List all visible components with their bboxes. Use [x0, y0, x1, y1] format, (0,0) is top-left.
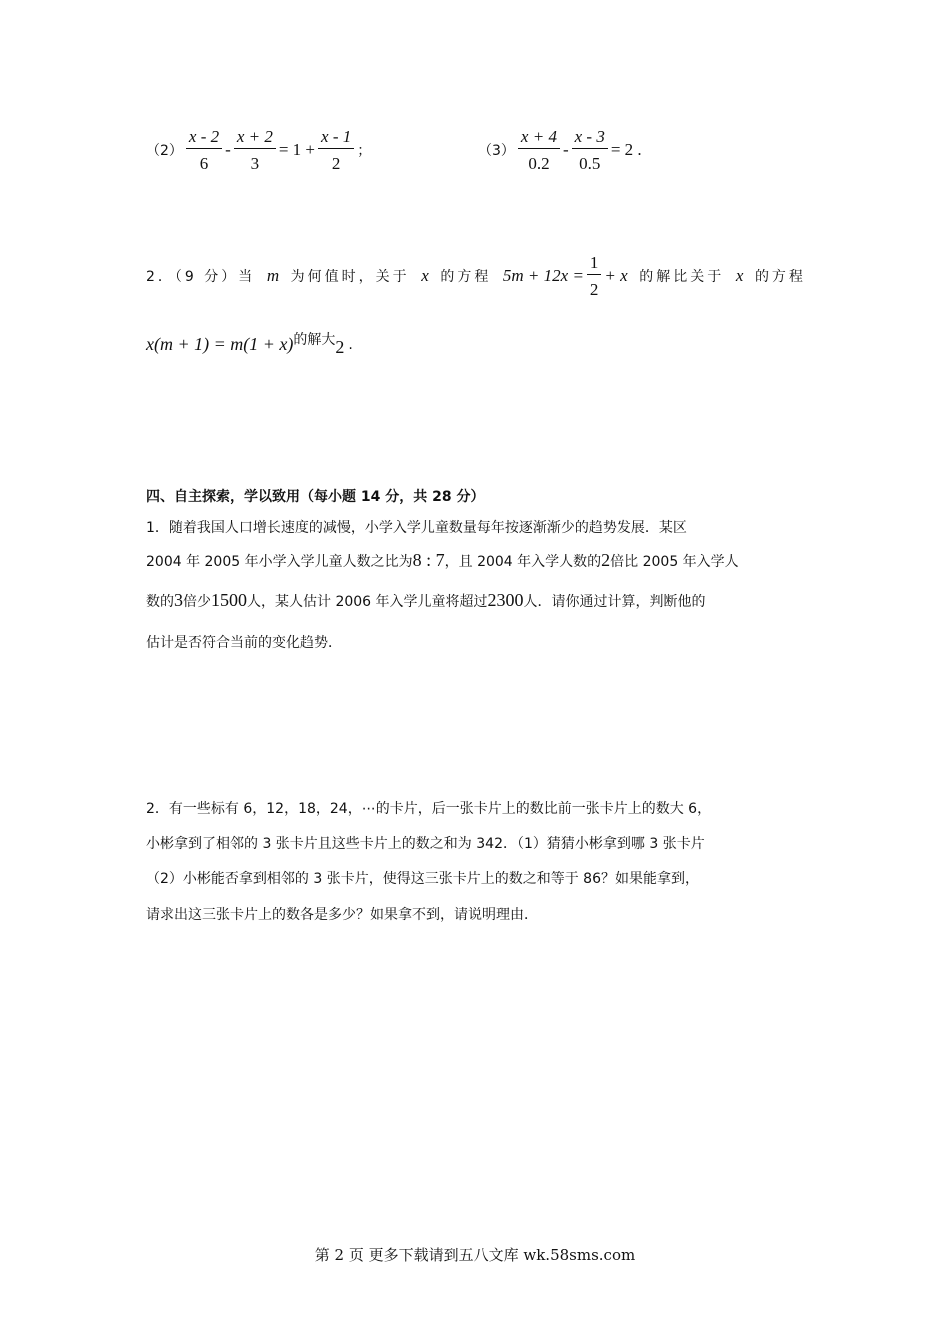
problem-1-line-1: 1．随着我国人口增长速度的减慢，小学入学儿童数量每年按逐渐渐少的趋势发展．某区 — [146, 520, 687, 536]
problem-1-line-2: 2004 年 2005 年小学入学儿童人数之比为 8 : 7 ，且 2004 年入学人数的 2 倍比 2005 年入学人 — [146, 550, 739, 570]
page-footer: 第 2 页 更多下载请到五八文库 wk.58sms.com — [314, 1246, 636, 1264]
problem-1-line-4: 估计是否符合当前的变化趋势． — [146, 635, 342, 651]
equation-inline: 5m + 12x = $\frac{1}{2}$ + x — [502, 253, 628, 299]
fraction: $\frac{x - 2}{6}$ — [186, 128, 222, 172]
equation-2 — [146, 128, 371, 172]
operator: - — [562, 140, 569, 159]
equation-label: （3） — [478, 143, 515, 159]
section-heading: 四、自主探索，学以致用（每小题 14 分，共 28 分） — [146, 489, 485, 505]
question-2-line-1: 2．（9 分）当 m 为何值时，关于 x 的方程 5m + 12x = $\frac{1}{2}$ + x 的解比关于 x 的方程 — [146, 253, 806, 299]
problem-2-line-3: （2）小彬能否拿到相邻的 3 张卡片，使得这三张卡片上的数之和等于 86？如果能拿到， — [146, 871, 699, 887]
fraction: $\frac{x + 4}{0.2}$ — [518, 128, 560, 172]
problem-2-line-2: 小彬拿到了相邻的 3 张卡片且这些卡片上的数之和为 342．（1）猜猜小彬拿到哪 3 张卡片 — [146, 836, 705, 852]
operator: - — [225, 140, 231, 159]
fraction: $\frac{x - 1}{2}$ — [318, 128, 354, 172]
equation-3 — [478, 128, 642, 172]
fraction: $\frac{1}{2}$ — [587, 254, 602, 298]
fraction: $\frac{x - 3}{0.5}$ — [572, 128, 608, 172]
problem-1-line-3: 数的 3 倍少 1500 人，某人估计 2006 年入学儿童将超过 2300 人．请你通过计算，判断他的 — [146, 590, 706, 610]
punctuation: ； — [357, 143, 372, 159]
operator: = 1 + — [278, 140, 316, 159]
problem-2-line-4: 请求出这三张卡片上的数各是多少？如果拿不到，请说明理由． — [146, 907, 538, 923]
fraction: $\frac{x + 2}{3}$ — [234, 128, 276, 172]
problem-2-line-1: 2．有一些标有 6，12，18，24，⋯的卡片，后一张卡片上的数比前一张卡片上的数大 6， — [146, 801, 712, 817]
question-2-line-2: x(m + 1) = m(1 + x) 的解大 2 . — [146, 331, 353, 357]
equation-label: （2） — [146, 143, 183, 159]
operator: = 2 . — [610, 140, 642, 159]
